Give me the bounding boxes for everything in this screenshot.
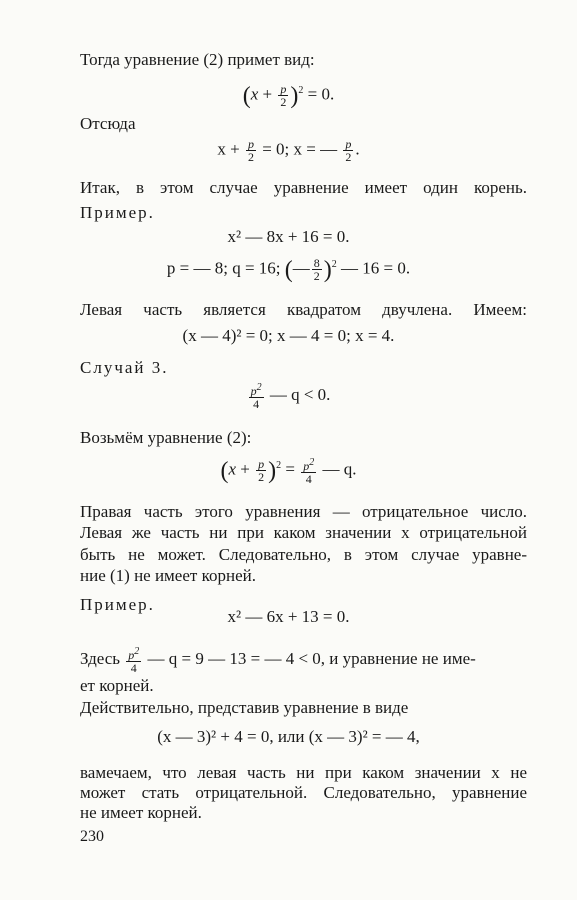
text-fragment: Здесь [80, 648, 121, 668]
formula-text: = 0; x = — [262, 139, 338, 159]
formula-text: — q < 0. [269, 384, 331, 404]
formula-equation-2: (x + $\frac{p}{2}$ )$^2$ = $\frac{p^2}{4}$ — q. [220, 456, 357, 486]
formula-square-zero: (x + $\frac{p}{2}$ )$^2$ = 0. [242, 82, 335, 110]
text-line: вамечаем, что левая часть ни при каком значении x не [80, 763, 527, 782]
text-line: не имеет корней. [80, 803, 202, 822]
text-line: Правая часть этого уравнения — отрицательное число. [80, 502, 527, 521]
text-line: Действительно, представив уравнение в виде [80, 698, 409, 717]
formula-text: — 16 = 0. [341, 258, 411, 278]
text-line: Отсюда [80, 114, 136, 133]
formula-condition: $\frac{p^2}{4}$ — q < 0. [250, 382, 331, 411]
formula-text: p = — 8; q = 16; [166, 258, 281, 278]
text-line: ние (1) не имеет корней. [80, 566, 256, 585]
page-number: 230 [80, 828, 104, 845]
text-line-with-formula: Здесь $\frac{p^2}{4}$ — q = 9 — 13 = — 4 < 0, и уравнение не име- [80, 646, 476, 675]
formula-representation: (x — 3)² + 4 = 0, или (x — 3)² = — 4, [157, 727, 420, 746]
formula-coefficients: p = — 8; q = 16; (— $\frac{8}{2}$ )$^2$ — 16 = 0. [166, 256, 411, 284]
example-heading: Пример. [80, 203, 155, 222]
text-line: Итак, в этом случае уравнение имеет один корень. [80, 178, 527, 197]
text-line: Возьмём уравнение (2): [80, 428, 252, 447]
formula-solution: (x — 4)² = 0; x — 4 = 0; x = 4. [182, 326, 395, 345]
text-line: может стать отрицательной. Следовательно, уравнение [80, 783, 527, 802]
text-fragment: — q = 9 — 13 = — 4 < 0, и уравнение не име- [147, 648, 476, 668]
text-line: ет корней. [80, 676, 154, 695]
formula-text: — q. [322, 459, 357, 479]
case-heading: Случай 3. [80, 358, 169, 377]
text-line: Тогда уравнение (2) примет вид: [80, 50, 315, 69]
formula-equation: x² — 8x + 16 = 0. [227, 227, 350, 246]
formula-text: = 0. [307, 84, 335, 104]
example-heading: Пример. [80, 595, 155, 614]
text-line: Левая же часть ни при каком значении x отрицательной [80, 523, 527, 542]
formula-text: x + [217, 139, 240, 159]
formula-text: = [285, 459, 295, 479]
text-line: быть не может. Следовательно, в этом случае уравне- [80, 545, 527, 564]
formula-root: x + $\frac{p}{2}$ = 0; x = — $\frac{p}{2}$ . [217, 137, 360, 164]
formula-equation-3: x² — 6x + 13 = 0. [227, 607, 350, 626]
text-line: Левая часть является квадратом двучлена. Имеем: [80, 300, 527, 319]
